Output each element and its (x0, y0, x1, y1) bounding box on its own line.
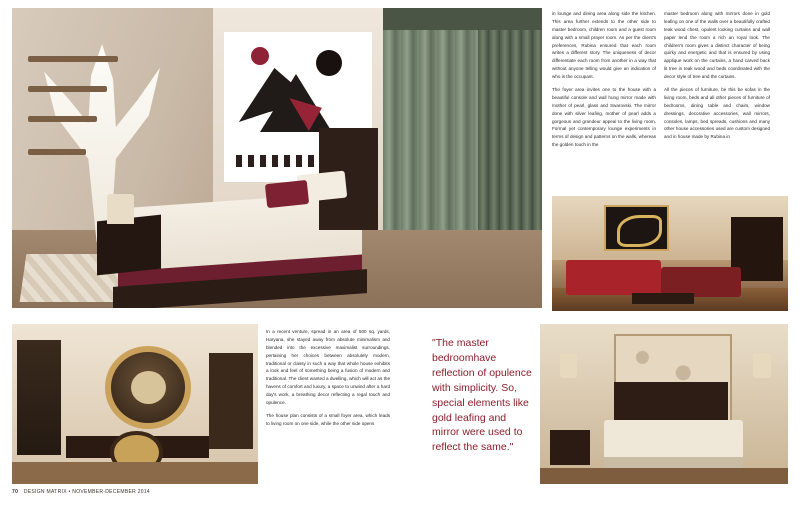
artwork-swirl (617, 215, 662, 247)
wall-shelf (28, 149, 86, 155)
text-column-right (664, 10, 770, 146)
pull-quote: "The master bedroomhave reflection of opulence with simplicity. So, special elements like gold leafing and mirror were used to reflect the same." (432, 337, 532, 454)
footer-text: DESIGN MATRIX • NOVEMBER-DECEMBER 2014 (23, 489, 151, 495)
wall-shelf (28, 116, 97, 122)
red-sofa (566, 260, 660, 295)
coffee-table (632, 293, 693, 305)
paragraph: In a recent venture, spread in an area of 500 sq. yards, Haryana, she stayed away from absolute minimalism and blended into the excessive maximalist surroundings, pertaining her choices between absolutely modern, traditional or classy in such a way that whole house exhibits a look and feel of something being a fusion of modern and traditional. The client wanted a dwelling, which will act as the havens of comfort and luxury, a space to unwind after a hard day's work, a breathing decor reflecting a regal touch and opulence. (266, 329, 390, 406)
bedroom-floor (540, 468, 788, 484)
photo-formal-lounge (552, 196, 788, 311)
text-column-left (552, 10, 656, 154)
photo-childrens-bedroom (12, 8, 542, 308)
bedside-lamp-right (753, 353, 770, 379)
photo-foyer (12, 324, 258, 484)
photo-master-bedroom (540, 324, 788, 484)
cushion-red (265, 180, 310, 208)
table-lamp (107, 194, 134, 224)
paragraph: master bedroom along with mirrors done in gold leafing on one of the walls over a beautifully crafted teak wood chest, opulent looking curtains and wall paper lend the room a rich an royal look. The children's room gives a distinct character of being quirky and energetic and that is ensured by using applique work on the curtains, a hand carved back lit tree in teak wood and beds coordinated with the decor style of tree and the curtains. (664, 11, 770, 80)
paragraph: in lounge and dining area along side the kitchen. This area further extends to the other side to master bedroom, children room and a guest room along with a small prayer room. As per the client's preferences, Rubina ensured that each room writes a different story. The uniqueness of decor differentiate each room from another in a way that without anyone telling would give an indication of who is the occupant. (552, 11, 656, 80)
curtain-valance (383, 8, 542, 30)
page-footer (12, 489, 150, 495)
page-number: 70 (12, 489, 19, 495)
paragraph: All the pieces of furniture, be this be sofas in the living room, beds and all other pieces of furniture of bedrooms, dining table and chairs, window dressings, decorative accessories, wall mirrors, consoles, lamps, bed spreads, cushions and many other house accessories used are custom designed and in house made by Rubina in (664, 87, 770, 140)
paragraph: The house plan consists of a small foyer area, which leads to living room on one side, while the other side opens (266, 412, 390, 426)
foyer-floor (12, 462, 258, 484)
bed-headboard (614, 382, 728, 424)
bedside-lamp-left (560, 353, 577, 379)
gold-leaf-artwork (604, 205, 669, 250)
mural-shape-circle-small (251, 47, 269, 65)
paragraph: The foyer area invites one to the house with a beautiful console and wall hung mirror made with mother of pearl, glass and Swarovski. The mirror done with silver leafing, mother of pearl adds a gorgeous and grandeur appeal to the living room. Formal yet contemporary lounge experiments in terms of design and patterns on the walls, whereas the golden touch in the (552, 87, 656, 148)
text-column-bottom-left (266, 328, 390, 433)
mural-shape-circle (316, 50, 342, 76)
entry-door (17, 340, 61, 455)
side-cabinet (209, 353, 253, 449)
wall-shelf (28, 56, 118, 62)
wall-hung-mirror (105, 346, 191, 428)
side-table (550, 430, 590, 465)
wall-shelf (28, 86, 108, 92)
